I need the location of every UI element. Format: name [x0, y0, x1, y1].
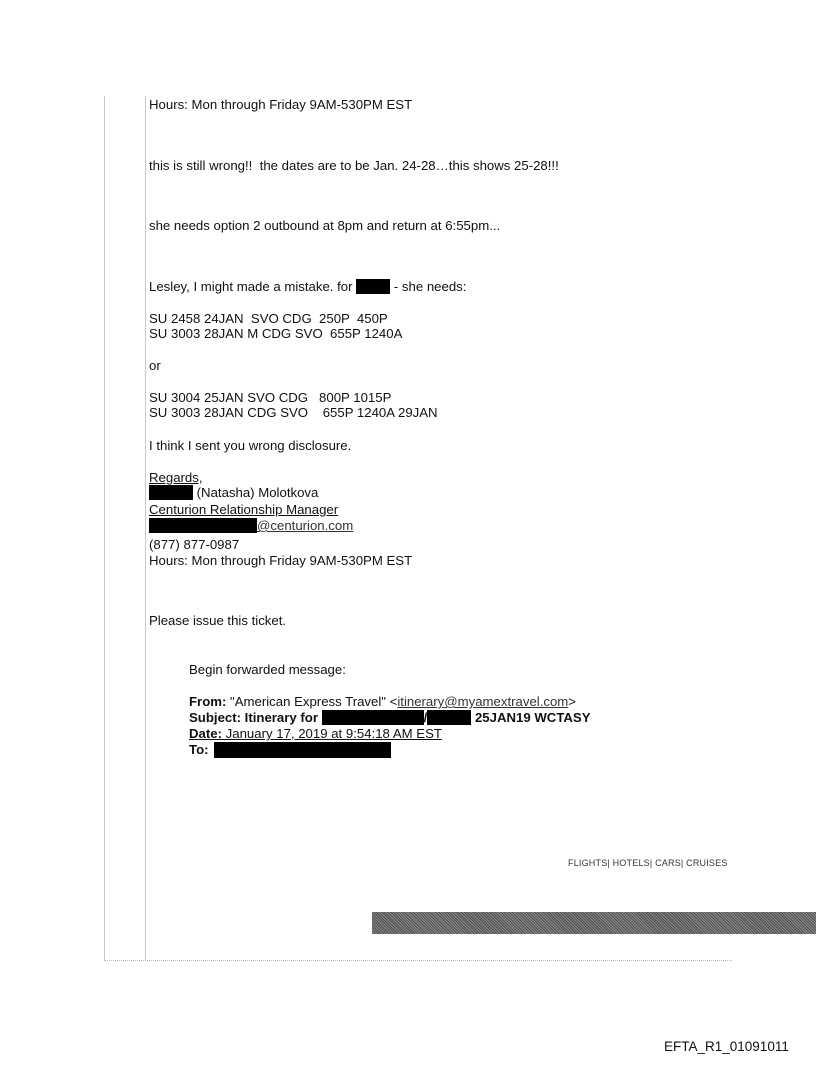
from-close: > — [568, 694, 576, 709]
forwarded-intro: Begin forwarded message: — [189, 662, 346, 677]
quote-border-outer — [104, 96, 105, 960]
to-label: To: — [189, 742, 209, 757]
signature-phone: (877) 877-0987 — [149, 537, 240, 552]
quote-bottom-border — [104, 960, 732, 961]
subject-sep: / — [423, 710, 428, 725]
quote-border-inner — [145, 96, 146, 960]
or-text: or — [149, 358, 161, 373]
issue-ticket-text: Please issue this ticket. — [149, 613, 287, 628]
lesley-line — [149, 279, 466, 294]
from-label: From: — [189, 694, 227, 709]
forwarded-to-line — [189, 742, 209, 757]
flight-line-3: SU 3004 25JAN SVO CDG 800P 1015P — [149, 390, 392, 405]
reply-option-2: she needs option 2 outbound at 8pm and return at 6:55pm... — [149, 218, 501, 233]
reply-wrong-dates: this is still wrong!! the dates are to be Jan. 24-28…this shows 25-28!!! — [149, 158, 559, 173]
signature-email-line — [149, 518, 353, 533]
signature-name-line — [149, 485, 318, 500]
date-label: Date: — [189, 726, 222, 741]
hours-top: Hours: Mon through Friday 9AM-530PM EST — [149, 97, 413, 112]
subject-code: 25JAN19 WCTASY — [471, 710, 591, 725]
flight-line-2: SU 3003 28JAN M CDG SVO 655P 1240A — [149, 326, 403, 341]
footer-banner-image — [372, 912, 816, 934]
flight-line-1: SU 2458 24JAN SVO CDG 250P 450P — [149, 311, 388, 326]
signature-email-link[interactable]: @centurion.com — [257, 518, 354, 533]
redaction-block — [214, 742, 391, 758]
hours-bottom: Hours: Mon through Friday 9AM-530PM EST — [149, 553, 413, 568]
redaction-block — [427, 710, 471, 725]
redaction-block — [149, 485, 193, 500]
lesley-prefix: Lesley, I might made a mistake. for — [149, 279, 357, 294]
subject-label: Subject: Itinerary for — [189, 710, 322, 725]
flight-line-4: SU 3003 28JAN CDG SVO 655P 1240A 29JAN — [149, 405, 438, 420]
travel-footer-nav[interactable]: FLIGHTS| HOTELS| CARS| CRUISES — [568, 858, 728, 868]
from-name: "American Express Travel" < — [226, 694, 398, 709]
redaction-block — [149, 518, 257, 533]
redaction-block — [356, 279, 390, 294]
signature-title: Centurion Relationship Manager — [149, 502, 339, 517]
date-value: January 17, 2019 at 9:54:18 AM EST — [221, 726, 442, 741]
forwarded-subject-line — [189, 710, 591, 725]
disclosure-text: I think I sent you wrong disclosure. — [149, 438, 352, 453]
lesley-suffix: - she needs: — [390, 279, 467, 294]
signature-name: (Natasha) Molotkova — [193, 485, 319, 500]
forwarded-date-line — [189, 726, 442, 741]
redaction-block — [322, 710, 424, 725]
from-email-link[interactable]: itinerary@myamextravel.com — [397, 694, 569, 709]
forwarded-from-line — [189, 694, 576, 709]
regards-text: Regards, — [149, 470, 203, 485]
document-id: EFTA_R1_01091011 — [664, 1039, 789, 1054]
